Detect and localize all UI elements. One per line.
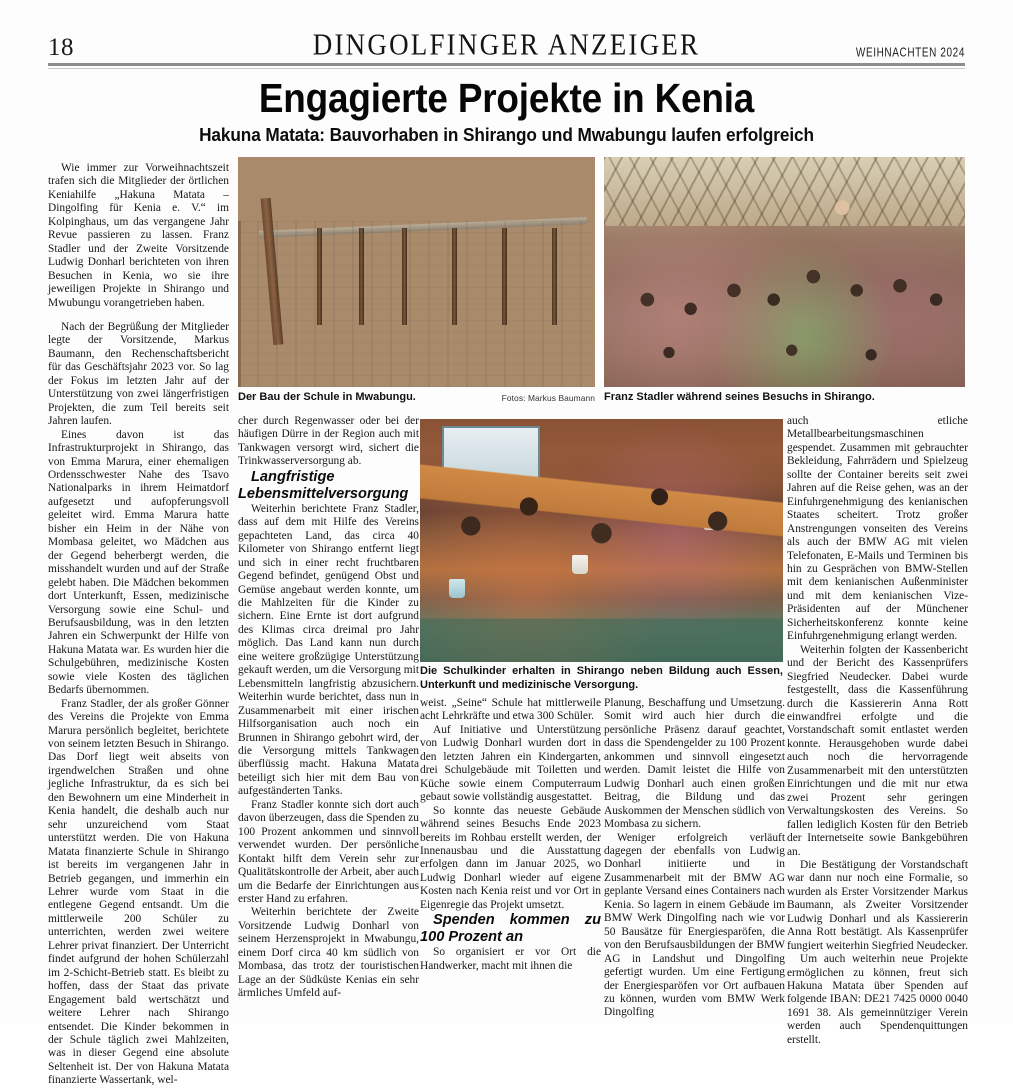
photo-detail-post bbox=[502, 228, 507, 325]
article-column-4 bbox=[604, 697, 785, 1020]
photo-detail-post bbox=[402, 228, 407, 325]
photo-detail-post bbox=[317, 228, 322, 325]
paragraph: Weniger erfolgreich verläuft dagegen der ebenfalls von Ludwig Donharl initiierte und in Zusammenarbeit mit der BMW AG geplante Versand eines Containers nach Kenia. So lagern in einem Gebäude im BMW Werk Dingolfing nach wie vor 50 Bausätze für Energiesparöfen, die von den Berufsausbildungen der BMW AG in Landshut und Dingolfing gefertigt wurden. Um eine Fertigung der Energiesparöfen vor Ort aufbauen zu können, wurden vom BMW Werk Dingolfing bbox=[604, 831, 785, 1019]
photo-image bbox=[238, 157, 595, 387]
paragraph: Franz Stadler konnte sich dort auch davon überzeugen, dass die Spenden zu 100 Prozent ankommen und sinnvoll verwendet wurden. Der persönliche Kontakt hilft dem Verein sehr zur Qualitätskontrolle der Arbeit, aber auch um die Bedarfe der Einrichtungen aus erster Hand zu erfahren. bbox=[238, 798, 419, 905]
photo-franz-stadler-with-children bbox=[604, 157, 965, 387]
photo-school-construction-mwabungu bbox=[238, 157, 595, 387]
photo-detail-tree-trunk bbox=[260, 198, 283, 345]
article-column-3 bbox=[420, 697, 601, 973]
photo-detail-cup bbox=[449, 579, 465, 598]
photo-detail-cup bbox=[703, 511, 719, 530]
paragraph: So konnte das neueste Gebäude während seines Besuchs Ende 2023 bereits im Rohbau erstellt werden, der Innenausbau und die Ausstattung erfolgen dann im Januar 2025, wo Ludwig Donharl wieder auf eigene Kosten nach Kenia reist und vor Ort in Eigenregie das Projekt umsetzt. bbox=[420, 804, 601, 911]
article-column-5 bbox=[787, 415, 968, 1047]
masthead-rule-thin bbox=[48, 68, 965, 69]
article-headline: Engagierte Projekte in Kenia bbox=[258, 75, 755, 121]
edition-date: WEIHNACHTEN 2024 bbox=[855, 46, 965, 60]
paragraph: Weiterhin folgten der Kassenbericht und der Bericht des Kassenprüfers Siegfried Neudecker. Dabei wurde festgestellt, dass die Kassenführung durch die Kassiererin Anna Rott einwandfrei erfolgte und die Vorstandschaft somit entlastet werden konnte. Herausgehoben wurde dabei auch noch die hervorragende Zusammenarbeit mit den unterstützten Einrichtungen und die mit nur etwa zwei Prozent sehr geringen Verwaltungskosten des Vereins. So fallen lediglich Kosten für den Betrieb der Internetseite sowie Bankgebühren an. bbox=[787, 643, 968, 858]
paragraph: Eines davon ist das Infrastrukturprojekt in Shirango, das von Emma Marura, einer ehemaligen Ordensschwester Nahe des Tsavo Nationalparks in ihrem Heimatdorf aufgesetzt und aufopferungsvoll geleitet wird. Emma Marura hatte bisher ein Heim in der Nähe von Mombasa geleitet, wo Mädchen aus der Gegend beherbergt werden, die misshandelt wurden und auf der Straße gelebt haben. Die Mädchen bekommen dort Unterkunft, Essen, medizinische Versorgung sowie eine Schul- und Berufsausbildung, was in den letzten Jahren ein Schwerpunkt der Hilfe von Hakuna Matata war. Es wurden hier die Schulgebühren, medizinische Kosten sowie viele Kosten des täglichen Bedarfs übernommen. bbox=[48, 428, 229, 697]
caption-schoolchildren: Die Schulkinder erhalten in Shirango neben Bildung auch Essen, Unterkunft und medizinische Versorgung. bbox=[420, 665, 783, 691]
paragraph: Wie immer zur Vorweihnachtszeit trafen sich die Mitglieder der örtlichen Keniahilfe „Hakuna Matata – Dingolfing für Kenia e. V.“ im Kolpinghaus, um das vergangene Jahr Revue passieren zu lassen. Franz Stadler und der Zweite Vorsitzende Ludwig Donharl berichteten von ihren Besuchen in Kenia, wo sie ihre jeweiligen Projekte in Shirango und Mwubungu vorangetrieben haben. bbox=[48, 162, 229, 309]
section-heading-langfristige: Langfristige Lebensmittelversorgung bbox=[238, 468, 409, 502]
paragraph: Franz Stadler, der als großer Gönner des Vereins die Projekte von Emma Marura persönlich begleitet, berichtete von seinem letzten Besuch in Shirango. Das Dorf liegt weit abseits von irgendwelchen Straßen und ohne jegliche Infrastruktur, da es sich bei den Bewohnern um eine Minderheit in Kenia handelt, die deshalb auch nur sehr unzureichend vom Staat unterstützt werden. Die von Hakuna Matata finanzierte Schule in Shirango ist bereits im vergangenen Jahr in Betrieb gegangen, und immerhin ein Lehrer wurde vom Staat in die entlegene Gegend entsandt. Um die mittlerweile 200 Schüler zu unterrichten, werden zwei weitere Lehrer privat finanziert. Der Unterricht findet aufgrund der hohen Schülerzahl im 2-Schicht-Betrieb statt. Es bleibt zu hoffen, dass der Staat das private Engagement bald wertschätzt und weitere Lehrer nach Shirango entsendet. Die Kinder bekommen in der Schule täglich zwei Mahlzeiten, was in dieser Gegend eine absolute Seltenheit ist. Der von Hakuna Matata finanzierte Wassertank, wel- bbox=[48, 697, 229, 1087]
paragraph-continuation: auch etliche Metallbearbeitungsmaschinen gespendet. Zusammen mit gebrauchter Bekleidung, Fahrrädern und Spielzeug sollte der Container bereits seit zwei Jahren auf die Reise gehen, was an der Einfuhrgenehmigung des kenianischen Staates scheitert. Trotz großer Anstrengungen vonseiten des Vereins als auch der BMW AG mit vielen Telefonaten, E-Mails und Terminen bis hin zu Gesprächen von BMW-Stellen mit dem kenianischen Außenminister und mit dem kenianischen Vize-Präsidenten auf der Münchener Sicherheitskonferenz konnte keine Einfuhrgenehmigung erlangt werden. bbox=[787, 415, 968, 643]
article-subheadline: Hakuna Matata: Bauvorhaben in Shirango und Mwabungu laufen erfolgreich bbox=[199, 124, 814, 145]
article-column-2 bbox=[238, 415, 419, 1001]
paragraph: Weiterhin berichtete Franz Stadler, dass auf dem mit Hilfe des Vereins gepachteten Land, das circa 40 Kilometer von Shirango entfernt liegt und sich in einer recht fruchtbaren Gegend befindet, genügend Obst und Gemüse angebaut werden konnte, um die Mahlzeiten für die Kinder zu sichern. Eine Ernte ist dort aufgrund des Klimas circa dreimal pro Jahr möglich. Das Land kann nun durch eine weitere großzügige Unterstützung gekauft werden, um die Versorgung mit Lebensmitteln langfristig abzusichern. Weiterhin wurde berichtet, dass nun in Zusammenarbeit mit einer irischen Hilfsorganisation auch noch ein Brunnen in Shirango gebohrt wird, der die Versorgung mittels Tankwagen überflüssig macht. Hakuna Matata beteiligt sich hier mit dem Bau von aufgeständerten Tanks. bbox=[238, 502, 419, 798]
paragraph: Die Bestätigung der Vorstandschaft war dann nur noch eine Formalie, so wurden als Erster Vorsitzender Markus Baumann, als Zweiter Vorsitzender Ludwig Donharl und als Kassiererin Anna Rott bestätigt. Als Kassenprüfer fungiert weiterhin Siegfried Neudecker. bbox=[787, 858, 968, 952]
photo-detail-cup bbox=[572, 555, 588, 574]
photo-detail-post bbox=[359, 228, 364, 325]
section-heading-spenden: Spenden kommen zu 100 Prozent an bbox=[420, 912, 601, 946]
paragraph-continuation: Planung, Beschaffung und Umsetzung. Somit wird auch hier durch die persönliche Präsenz darauf geachtet, dass die Spendengelder zu 100 Prozent ankommen und sinnvoll eingesetzt werden. Damit leistet die Hilfe von Ludwig Donharl auch einen großen Beitrag, die Bildung und das Auskommen der Menschen südlich von Mombasa zu sichern. bbox=[604, 697, 785, 831]
masthead-rule-thick bbox=[48, 63, 965, 66]
photo-schoolchildren-eating bbox=[420, 419, 783, 662]
caption-franz-stadler: Franz Stadler während seines Besuchs in Shirango. bbox=[604, 391, 875, 403]
page-number: 18 bbox=[48, 34, 74, 61]
caption-school-construction: Der Bau der Schule in Mwabungu. bbox=[238, 391, 416, 403]
photo-detail-post bbox=[452, 228, 457, 325]
photo-credit: Fotos: Markus Baumann bbox=[501, 393, 595, 403]
article-column-1 bbox=[48, 162, 229, 1088]
paragraph: Weiterhin berichtete der Zweite Vorsitzende Ludwig Donharl von seinem Herzensprojekt in Mwabungu, einem Dorf circa 40 km südlich von Mombasa, das trotz der touristischen Lage an der Südküste Kenias ein sehr ärmliches Umfeld auf- bbox=[238, 906, 419, 1000]
paragraph-continuation: weist. „Seine“ Schule hat mittlerweile acht Lehrkräfte und etwa 300 Schüler. bbox=[420, 697, 601, 723]
paragraph: So organisiert er vor Ort die Handwerker, macht mit ihnen die bbox=[420, 946, 601, 972]
masthead bbox=[48, 26, 965, 60]
paragraph: Nach der Begrüßung der Mitglieder legte der Vorsitzende, Markus Baumann, den Rechenschaftsbericht für das Geschäftsjahr 2023 vor. So lag der Fokus im letzten Jahr auf der Unterstützung von zwei längerfristigen Projekten, die zum Teil bereits seit Jahren laufen. bbox=[48, 320, 229, 428]
paragraph-continuation: cher durch Regenwasser oder bei der häufigen Dürre in der Region auch mit Tankwagen versorgt wird, sichert die Trinkwasserversorgung ab. bbox=[238, 415, 419, 468]
paragraph: Auf Initiative und Unterstützung von Ludwig Donharl wurden dort in den letzten Jahren ein Kindergarten, drei Schulgebäude mit Toiletten und Küche sowie einem Computerraum gebaut sowie vollständig ausgestattet. bbox=[420, 723, 601, 804]
paragraph: Um auch weiterhin neue Projekte ermöglichen zu können, freut sich Hakuna Matata über Spenden auf folgende IBAN: DE21 7425 0000 0040 1691 38. Als gemeinnütziger Verein werden auch Spendenquittungen erstellt. bbox=[787, 953, 968, 1046]
photo-image bbox=[604, 157, 965, 387]
publication-title: DINGOLFINGER ANZEIGER bbox=[312, 26, 701, 62]
photo-detail-post bbox=[552, 228, 557, 325]
photo-image bbox=[420, 419, 783, 662]
photo-detail-beam bbox=[259, 217, 587, 238]
